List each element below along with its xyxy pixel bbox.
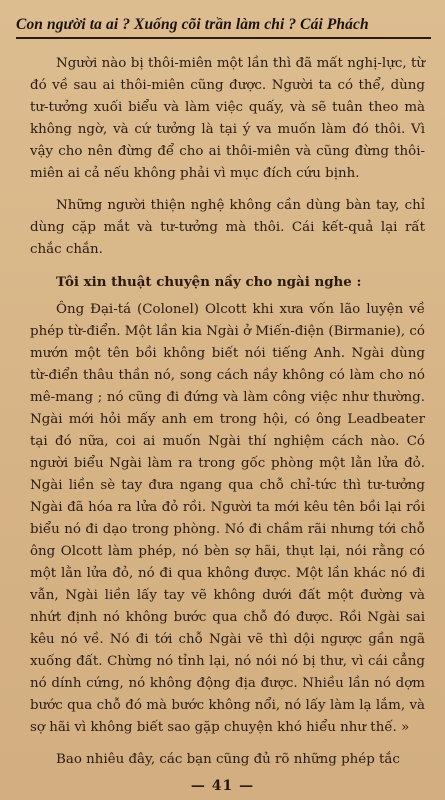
- paragraph-olcott-story: Ông Đại-tá (Colonel) Olcott khi xưa vốn lão luyện về phép từ-điển. Một lần kia Ngài ở Miến-điện (Birmanie), có mướn một tên bồi không biết nói tiếng Anh. Ngài dùng từ-điển thâu thần nó, song cách nầy không có làm cho nó mê-mang ; nó cũng đi đứng và làm công việc như thường. Ngài mới hỏi mấy anh em trong hội, có ông Leadbeater tại đó nữa, coi ai muốn Ngài thí nghiệm cách nào. Có người biểu Ngài làm ra trong gốc phòng một lằn lửa đỏ. Ngài liền sè tay đưa ngang qua chỗ chỉ-tức thì tư-tưởng Ngài đã hóa ra lửa đỏ rồi. Người ta mới kêu tên bồi lại rồi biểu nó đi dạo trong phòng. Nó đi chầm rãi nhưng tới chỗ ông Olcott làm phép, nó bèn sợ hãi, thụt lại, nói rằng có một lằn lửa đỏ, nó đi qua không được. Một lần khác nó đi vẫn, Ngài liền lấy tay vẽ không dưới đất một đường và nhứt định nó không bước qua chỗ đó được. Rồi Ngài sai kêu nó về. Nó đi tới chỗ Ngài vẽ thì dội ngược gần ngã xuống đất. Chừng nó tỉnh lại, nó nói nó bị thư, vì cái cẳng nó dính cứng, nó không động địa được. Nhiều lần nó dợm bước qua chỗ đó mà bước không nổi, nó lấy làm lạ lắm, và sợ hãi vì không biết sao gặp chuyện khó hiểu như thế. »: [30, 302, 425, 735]
- paragraph-closing: Bao nhiêu đây, các bạn cũng đủ rõ những phép tắc: [56, 752, 400, 767]
- paragraph-story-intro: Tôi xin thuật chuyện nầy cho ngài nghe :: [56, 274, 362, 290]
- body-text: [16, 53, 431, 771]
- paragraph-experts: Những người thiện nghệ không cần dùng bàn tay, chỉ dùng cặp mắt và tư-tưởng mà thôi. Cái kết-quả lại rất chắc chắn.: [30, 198, 425, 257]
- paragraph-hypnosis: Người nào bị thôi-miên một lần thì đã mất nghị-lực, từ đó về sau ai thôi-miên cũng được. Người ta có thể, dùng tư-tưởng xuối biểu và làm việc quấy, và sẽ tuân theo mà không ngờ, và cứ tưởng là tại ý va muốn làm đó thôi. Vì vậy cho nên đừng để cho ai thôi-miên và cũng đừng thôi-miên ai cả nếu không phải vì mục đích cứu bịnh.: [30, 56, 425, 181]
- running-header: Con người ta ai ? Xuống cõi trần làm chi ? Cái Phách: [16, 16, 431, 39]
- page-number: — 41 —: [190, 778, 255, 794]
